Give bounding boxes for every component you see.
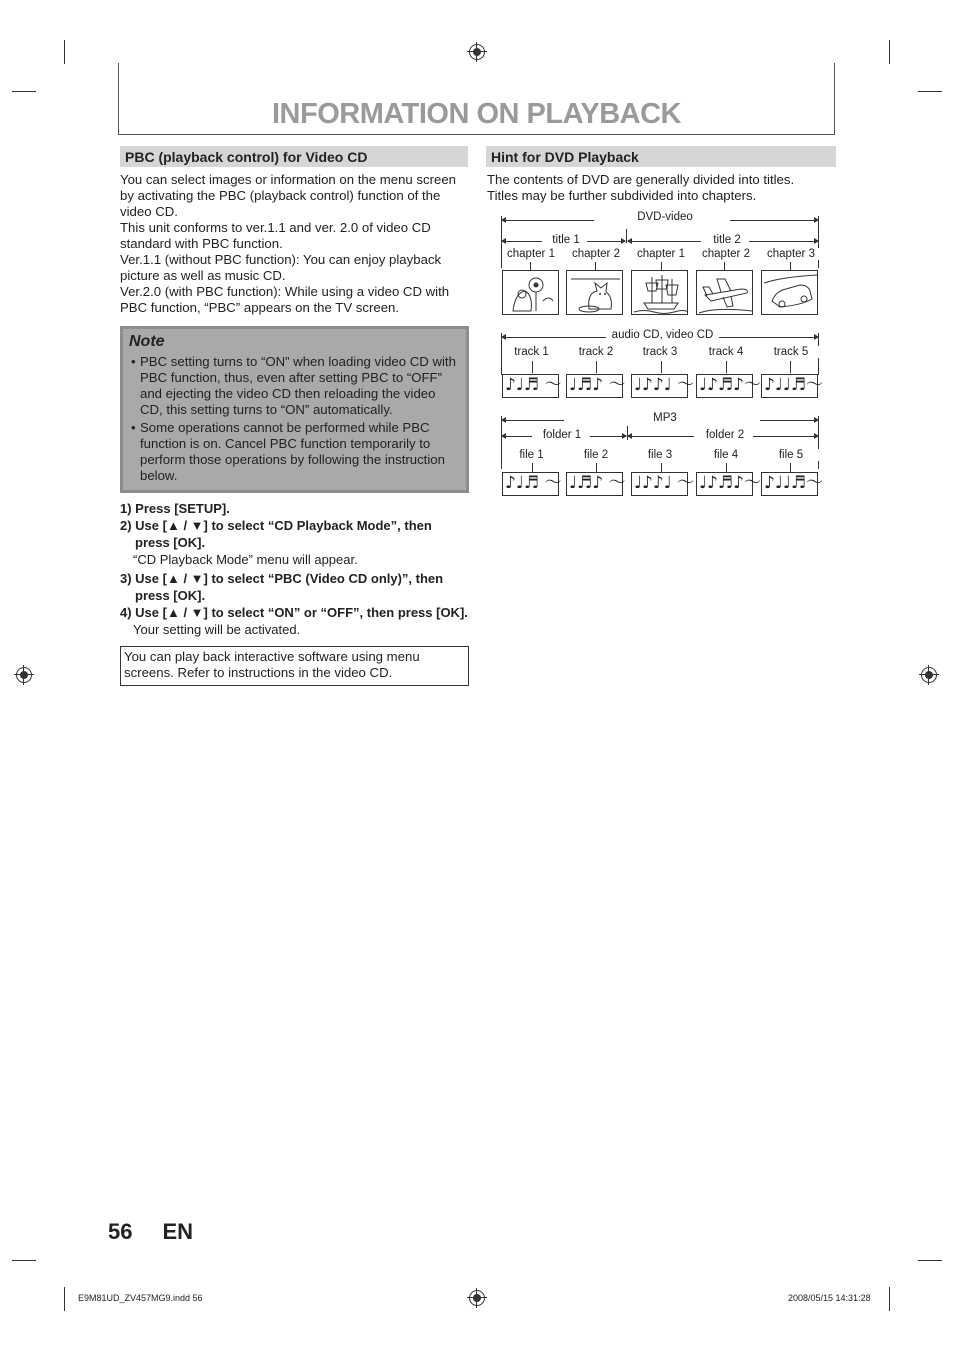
mp3-file: file 4 bbox=[697, 449, 755, 461]
page-number bbox=[108, 1219, 193, 1245]
mp3-file: file 5 bbox=[762, 449, 820, 461]
page-title: INFORMATION ON PLAYBACK bbox=[272, 98, 681, 130]
sailing-ship-illustration-icon bbox=[631, 270, 688, 315]
note-box bbox=[120, 326, 469, 493]
step-3: 3) Use [▲ / ▼] to select “PBC (Video CD only)”, then bbox=[120, 571, 444, 586]
music-notes-icon: ♩♬♪ ～ bbox=[566, 472, 623, 496]
pbc-paragraph: This unit conforms to ver.1.1 and ver. 2.0 of video CD standard with PBC function. bbox=[120, 220, 431, 251]
dvd-chapter: chapter 1 bbox=[503, 248, 559, 260]
crop-mark bbox=[64, 1287, 65, 1311]
mp3-file: file 2 bbox=[567, 449, 625, 461]
music-notes-icon: ♩♪♬♪～ bbox=[696, 472, 753, 496]
mp3-file: file 3 bbox=[631, 449, 689, 461]
page-language: EN bbox=[162, 1219, 194, 1244]
step-3-cont: press [OK]. bbox=[135, 588, 206, 603]
crop-mark bbox=[12, 1260, 36, 1261]
dvd-title-2: title 2 bbox=[705, 234, 749, 246]
step-2-desc: “CD Playback Mode” menu will appear. bbox=[133, 552, 358, 567]
step-2: 2) Use [▲ / ▼] to select “CD Playback Mode”, then bbox=[120, 518, 432, 533]
footer-file-info: E9M81UD_ZV457MG9.indd 56 bbox=[78, 1293, 203, 1303]
crop-mark bbox=[918, 1260, 942, 1261]
registration-mark-icon bbox=[921, 667, 937, 683]
music-notes-icon: ♩♬♪ ～ bbox=[566, 374, 623, 398]
car-illustration-icon bbox=[761, 270, 818, 315]
registration-mark-icon bbox=[469, 44, 485, 60]
crop-mark bbox=[12, 91, 36, 92]
pbc-paragraph: You can select images or information on the menu screen by activating the PBC (playback control) function of the video CD. bbox=[120, 172, 456, 219]
music-notes-icon: ♪♩♩♬～ bbox=[761, 472, 818, 496]
crop-mark bbox=[889, 1287, 890, 1311]
registration-mark-icon bbox=[469, 1290, 485, 1306]
hint-line: Titles may be further subdivided into chapters. bbox=[487, 188, 757, 203]
music-notes-icon: ♪♩♬ ～ bbox=[502, 374, 559, 398]
cd-track: track 5 bbox=[762, 346, 820, 358]
interactive-software-box: You can play back interactive software using menu screens. Refer to instructions in the video CD. bbox=[120, 646, 469, 686]
dvd-chapter: chapter 1 bbox=[632, 248, 690, 260]
mp3-file: file 1 bbox=[503, 449, 560, 461]
note-title: Note bbox=[129, 333, 165, 350]
step-2-cont: press [OK]. bbox=[135, 535, 206, 550]
cd-track: track 2 bbox=[567, 346, 625, 358]
registration-mark-icon bbox=[16, 667, 32, 683]
pbc-paragraph: Ver.1.1 (without PBC function): You can enjoy playback picture as well as music CD. bbox=[120, 252, 442, 283]
step-1: 1) Press [SETUP]. bbox=[120, 501, 230, 516]
hint-line: The contents of DVD are generally divided into titles. bbox=[487, 172, 795, 187]
note-item: • Some operations cannot be performed while PBC function is on. Cancel PBC function temporarily to perform those operations by following the instruction below. bbox=[140, 420, 456, 484]
mp3-label: MP3 bbox=[640, 412, 690, 424]
step-4: 4) Use [▲ / ▼] to select “ON” or “OFF”, then press [OK]. bbox=[120, 605, 468, 620]
crop-mark bbox=[64, 40, 65, 64]
dvd-title-1: title 1 bbox=[545, 234, 587, 246]
music-notes-icon: ♪♩♩♬～ bbox=[761, 374, 818, 398]
footer-timestamp: 2008/05/15 14:31:28 bbox=[788, 1293, 871, 1303]
setup-steps bbox=[120, 500, 470, 640]
airplane-illustration-icon bbox=[696, 270, 753, 315]
hint-description bbox=[487, 172, 837, 204]
crop-mark bbox=[889, 40, 890, 64]
crop-mark bbox=[918, 91, 942, 92]
cd-track: track 3 bbox=[631, 346, 689, 358]
dvd-label: DVD-video bbox=[600, 211, 730, 223]
dog-flower-illustration-icon bbox=[502, 270, 559, 315]
pbc-heading: PBC (playback control) for Video CD bbox=[120, 146, 468, 167]
mp3-folder-1: folder 1 bbox=[534, 429, 590, 441]
mp3-folder-2: folder 2 bbox=[697, 429, 753, 441]
hint-heading: Hint for DVD Playback bbox=[486, 146, 836, 167]
music-notes-icon: ♩♪♪♩ ～ bbox=[631, 472, 688, 496]
note-list bbox=[123, 354, 466, 484]
cd-track: track 1 bbox=[503, 346, 560, 358]
music-notes-icon: ♩♪♪♩ ～ bbox=[631, 374, 688, 398]
dvd-chapter: chapter 2 bbox=[696, 248, 756, 260]
cat-illustration-icon bbox=[566, 270, 623, 315]
music-notes-icon: ♪♩♬ ～ bbox=[502, 472, 559, 496]
note-item: • PBC setting turns to “ON” when loading video CD with PBC function, thus, even after setting PBC to “OFF” and ejecting the video CD then reloading the video CD, this setting turns to “ON” automatically. bbox=[140, 354, 456, 418]
cd-label: audio CD, video CD bbox=[606, 329, 719, 341]
music-notes-icon: ♩♪♬♪～ bbox=[696, 374, 753, 398]
pbc-paragraph: Ver.2.0 (with PBC function): While using a video CD with PBC function, “PBC” appears on the TV screen. bbox=[120, 284, 450, 315]
page-number-value: 56 bbox=[108, 1219, 133, 1244]
step-4-desc: Your setting will be activated. bbox=[133, 622, 301, 637]
pbc-description bbox=[120, 172, 470, 316]
cd-track: track 4 bbox=[697, 346, 755, 358]
dvd-chapter: chapter 3 bbox=[762, 248, 820, 260]
dvd-chapter: chapter 2 bbox=[567, 248, 625, 260]
